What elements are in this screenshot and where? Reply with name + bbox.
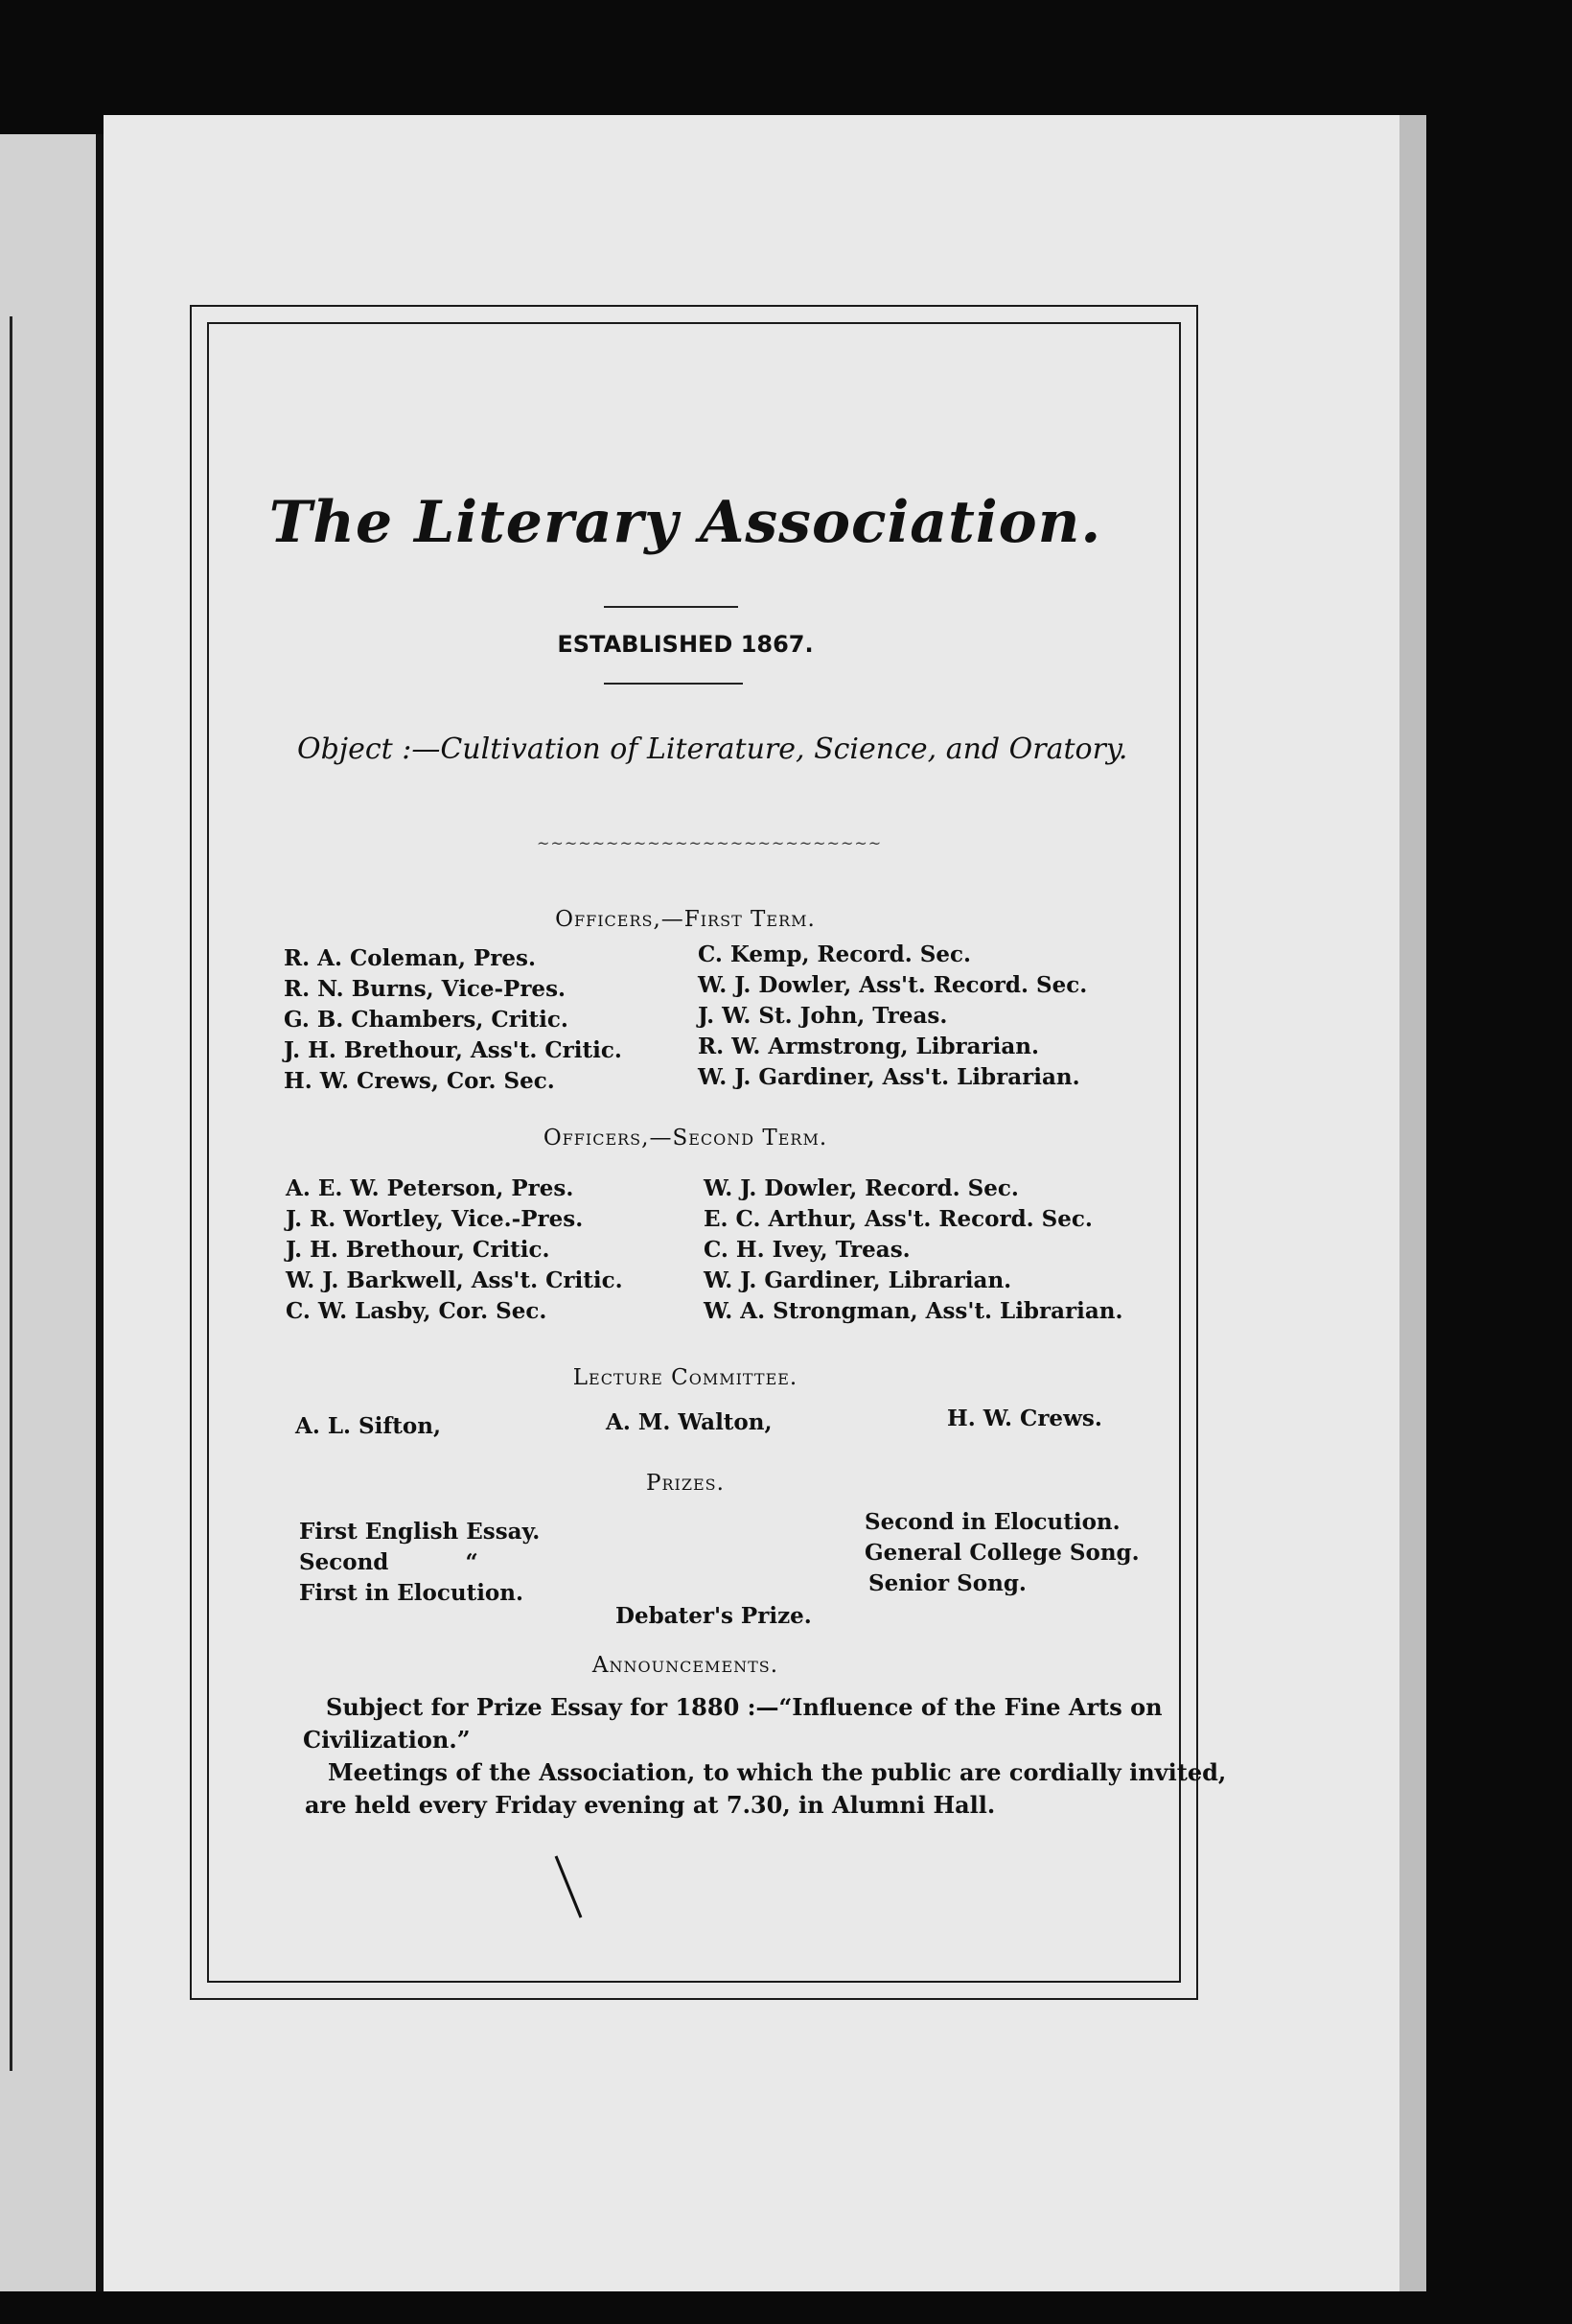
officer-entry: H. W. Crews, Cor. Sec. — [284, 1068, 555, 1094]
officer-entry: C. Kemp, Record. Sec. — [698, 941, 972, 967]
officer-entry: J. H. Brethour, Critic. — [286, 1237, 550, 1263]
object-statement: Object :—Cultivation of Literature, Science, and Oratory. — [297, 732, 1128, 766]
officer-entry: W. J. Gardiner, Ass't. Librarian. — [698, 1064, 1080, 1090]
officer-entry: J. W. St. John, Treas. — [698, 1003, 948, 1029]
committee-member: A. L. Sifton, — [295, 1413, 441, 1439]
officer-entry: J. R. Wortley, Vice.-Pres. — [286, 1206, 584, 1232]
officers-first-heading: Officers,—First Term. — [555, 907, 816, 932]
announcement-text: Civilization.” — [303, 1726, 471, 1754]
prize-item: Senior Song. — [868, 1570, 1027, 1596]
officers-second-heading: Officers,—Second Term. — [543, 1126, 828, 1150]
officer-entry: W. J. Barkwell, Ass't. Critic. — [286, 1267, 623, 1293]
announcement-text: Meetings of the Association, to which the public are cordially invited, — [328, 1758, 1227, 1786]
page-edge — [1399, 115, 1426, 2291]
page-title: The Literary Association. — [268, 489, 1102, 556]
officer-entry: W. J. Dowler, Ass't. Record. Sec. — [698, 972, 1088, 998]
officer-entry: A. E. W. Peterson, Pres. — [286, 1175, 574, 1201]
announcement-text: are held every Friday evening at 7.30, in Alumni Hall. — [305, 1791, 996, 1819]
officer-entry: R. N. Burns, Vice-Pres. — [284, 976, 566, 1002]
prize-item: First in Elocution. — [299, 1580, 523, 1606]
officer-entry: R. A. Coleman, Pres. — [284, 945, 536, 971]
book-gutter — [96, 134, 104, 2291]
established-rule — [604, 683, 743, 685]
officer-entry: R. W. Armstrong, Librarian. — [698, 1034, 1040, 1059]
established-line: ESTABLISHED 1867. — [557, 631, 814, 658]
announcements-heading: Announcements. — [591, 1653, 779, 1678]
officer-entry: E. C. Arthur, Ass't. Record. Sec. — [704, 1206, 1093, 1232]
officer-entry: C. W. Lasby, Cor. Sec. — [286, 1298, 547, 1324]
announcement-text: Subject for Prize Essay for 1880 :—“Influence of the Fine Arts on — [326, 1693, 1163, 1721]
prize-item: First English Essay. — [299, 1519, 541, 1545]
officer-entry: W. J. Gardiner, Librarian. — [704, 1267, 1012, 1293]
ornamental-divider: ~~~~~~~~~~~~~~~~~~~~~~~~~ — [537, 834, 883, 852]
prize-item: General College Song. — [865, 1540, 1140, 1566]
officer-entry: J. H. Brethour, Ass't. Critic. — [284, 1037, 622, 1063]
ink-mark — [546, 1850, 604, 1927]
left-facing-page — [0, 134, 96, 2291]
prizes-heading: Prizes. — [646, 1471, 725, 1496]
committee-member: A. M. Walton, — [606, 1409, 773, 1435]
officer-entry: W. J. Dowler, Record. Sec. — [704, 1175, 1019, 1201]
committee-member: H. W. Crews. — [947, 1406, 1102, 1431]
lecture-committee-heading: Lecture Committee. — [572, 1365, 798, 1390]
title-rule — [604, 606, 738, 608]
officer-entry: G. B. Chambers, Critic. — [284, 1007, 568, 1033]
prize-item: Second in Elocution. — [865, 1509, 1121, 1535]
prize-item: Second “ — [299, 1549, 478, 1575]
officer-entry: W. A. Strongman, Ass't. Librarian. — [704, 1298, 1123, 1324]
prize-item: Debater's Prize. — [615, 1603, 812, 1629]
left-page-border — [0, 316, 12, 2071]
officer-entry: C. H. Ivey, Treas. — [704, 1237, 911, 1263]
